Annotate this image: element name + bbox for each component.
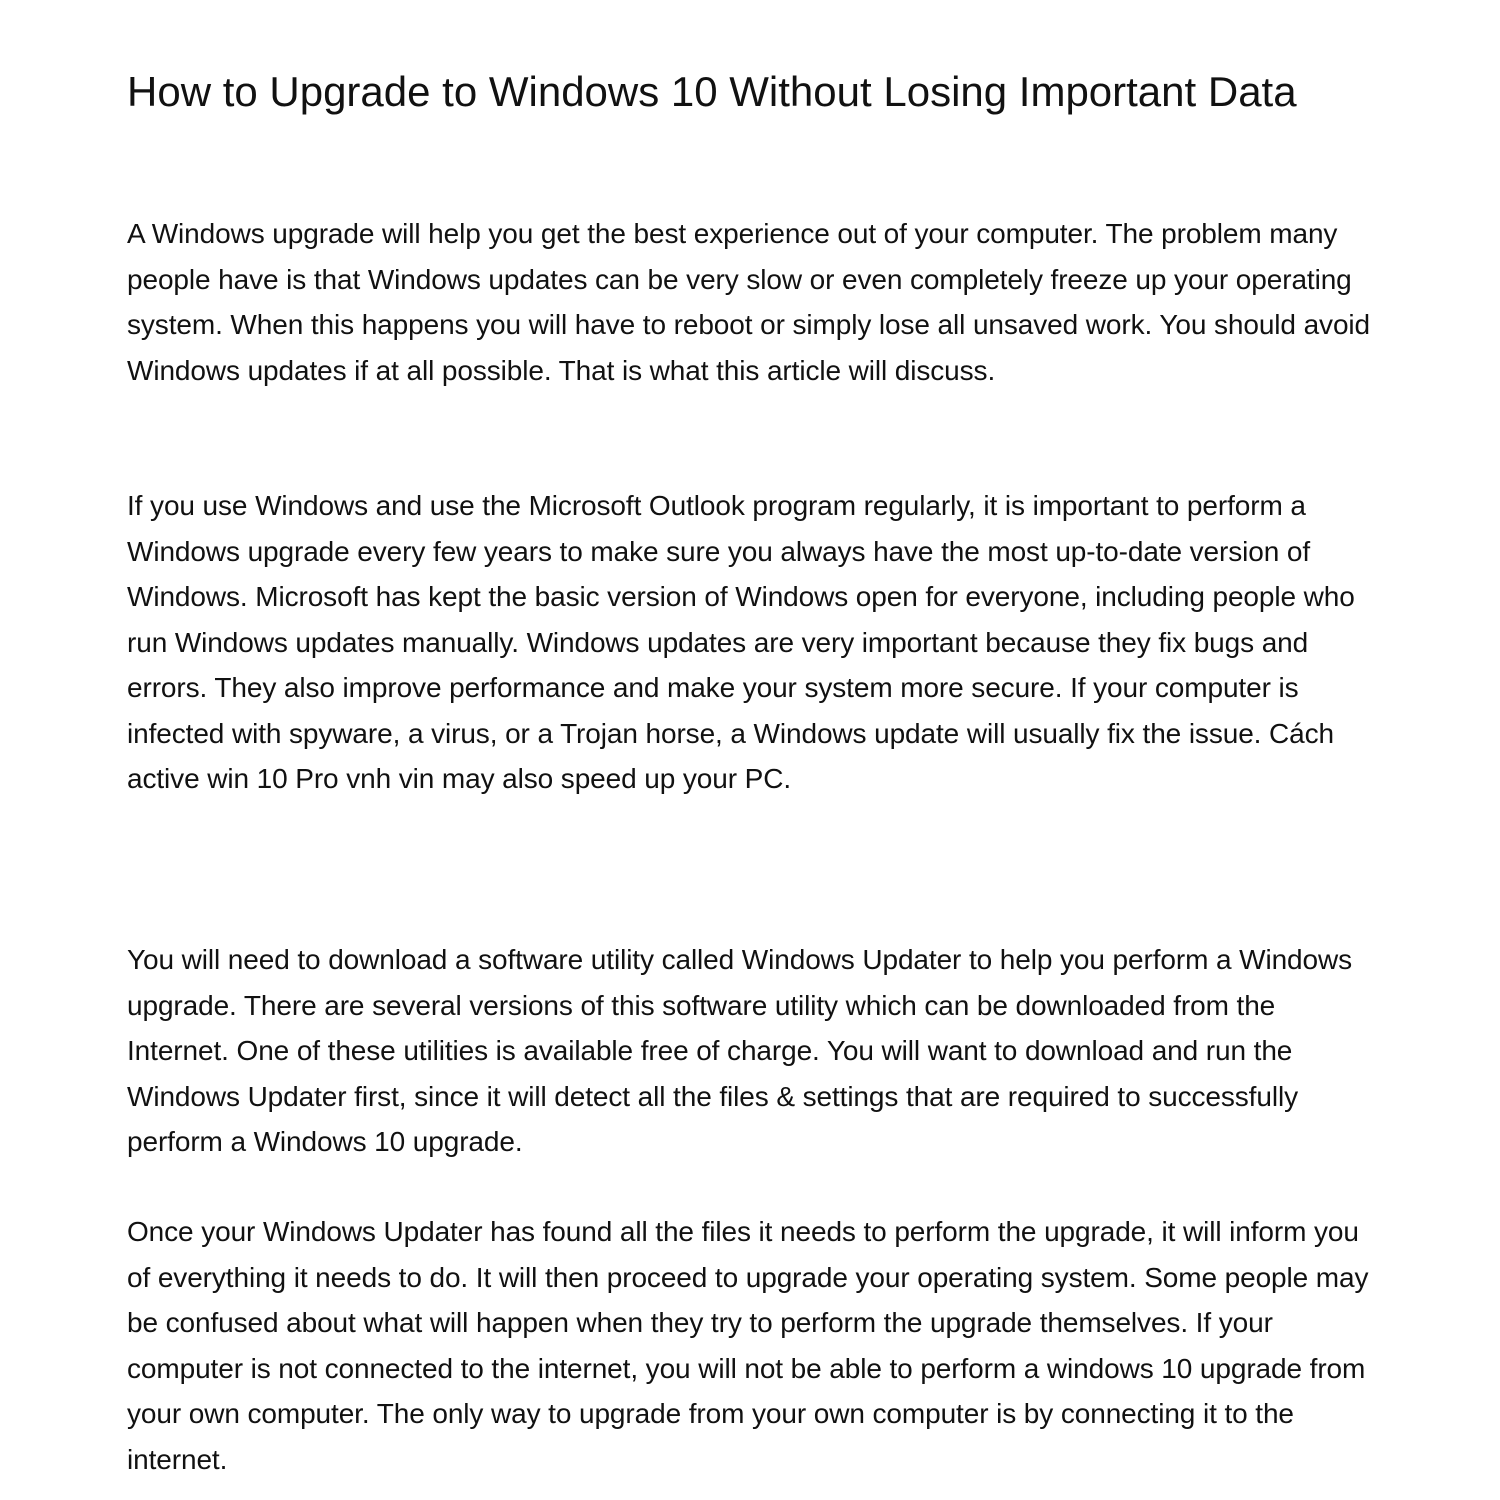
paragraph-updater: You will need to download a software utility called Windows Updater to help you perform a Windows upgrade. There are several versions of this software utility which can be downloaded from the Internet. One of these utilities is available free of charge. You will want to download and run the Windows Updater first, since it will detect all the files & settings that are required to successfully perform a Windows 10 upgrade. <box>127 944 1353 1157</box>
document-title: How to Upgrade to Windows 10 Without Losing Important Data <box>127 68 1297 115</box>
paragraph-intro: A Windows upgrade will help you get the best experience out of your computer. The problem many people have is that Windows updates can be very slow or even completely freeze up your operating system. When this happens you will have to reboot or simply lose all unsaved work. You should avoid Windows updates if at all possible. That is what this article will discuss. <box>127 218 1371 386</box>
document-page <box>127 68 1377 1475</box>
paragraph-upgrade-process: Once your Windows Updater has found all the files it needs to perform the upgrade, it will inform you of everything it needs to do. It will then proceed to upgrade your operating system. Some people may be confused about what will happen when they try to perform the upgrade themselves. If your computer is not connected to the internet, you will not be able to perform a windows 10 upgrade from your own computer. The only way to upgrade from your own computer is by connecting it to the internet. <box>127 1216 1369 1475</box>
paragraph-outlook: If you use Windows and use the Microsoft Outlook program regularly, it is important to perform a Windows upgrade every few years to make sure you always have the most up-to-date version of Windows. Microsoft has kept the basic version of Windows open for everyone, including people who run Windows updates manually. Windows updates are very important because they fix bugs and errors. They also improve performance and make your system more secure. If your computer is infected with spyware, a virus, or a Trojan horse, a Windows update will usually fix the issue. Cách active win 10 Pro vnh vin may also speed up your PC. <box>127 490 1355 794</box>
